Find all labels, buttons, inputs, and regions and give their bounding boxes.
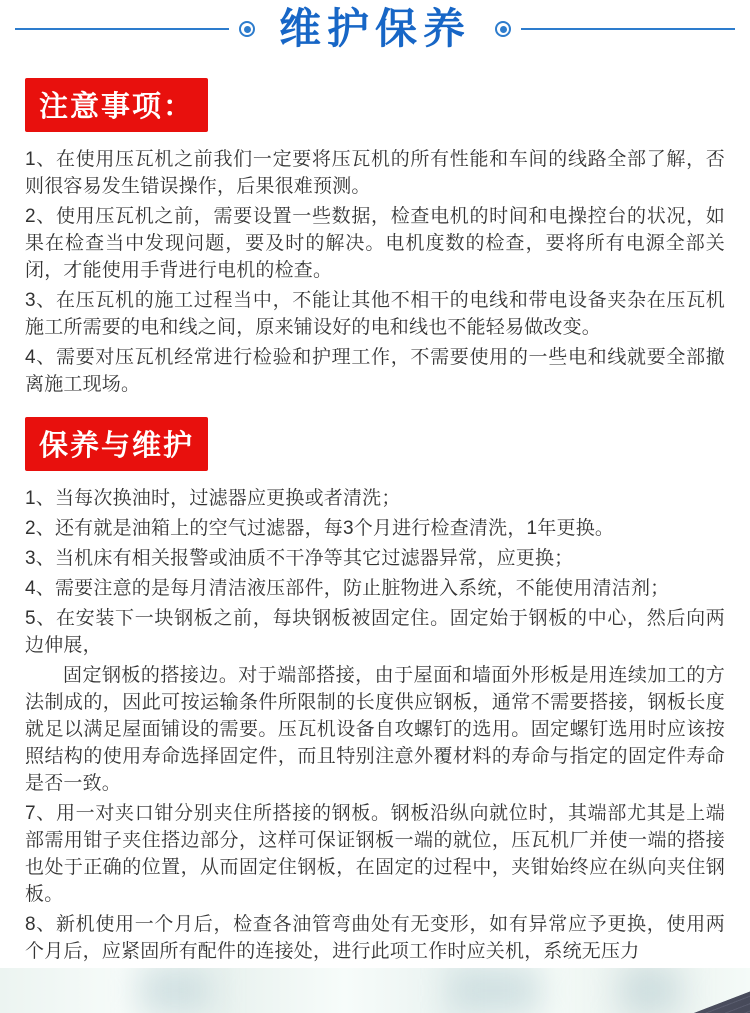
notice-item-3: 3、在压瓦机的施工过程当中，不能让其他不相干的电线和带电设备夹杂在压瓦机施工所需要的电和线之间，原来铺设好的电和线也不能轻易做改变。 [25,290,725,339]
notice-item-4: 4、需要对压瓦机经常进行检验和护理工作，不需要使用的一些电和线就要全部撤离施工现场。 [25,347,725,396]
maintenance-heading-row [0,417,750,471]
ring-dot-left-icon [239,21,255,37]
notice-heading-badge: 注意事项： [25,78,208,132]
notice-list [25,146,725,401]
divider-line-right [521,28,735,30]
divider-line-left [15,28,229,30]
maintenance-item-1: 1、当每次换油时，过滤器应更换或者清洗； [25,488,401,510]
notice-item-2: 2、使用压瓦机之前，需要设置一些数据，检查电机的时间和电操控台的状况，如果在检查当中发现问题，要及时的解决。电机度数的检查，要将所有电源全部关闭，才能使用手背进行电机的检查。 [25,206,725,282]
maintenance-heading-badge: 保养与维护 [25,417,208,471]
maintenance-item-4: 4、需要注意的是每月清洁液压部件，防止脏物进入系统，不能使用清洁剂； [25,578,670,600]
photo-background-window-blur [620,968,680,1013]
maintenance-item-3: 3、当机床有相关报警或油质不干净等其它过滤器异常，应更换； [25,548,574,570]
ring-dot-core [500,26,507,33]
ring-dot-core [244,26,251,33]
notice-heading-row [0,78,750,132]
photo-background-window-blur [450,968,540,1013]
photo-background-window-blur [140,968,210,1013]
ring-dot-right-icon [495,21,511,37]
maintenance-item-8: 8、新机使用一个月后，检查各油管弯曲处有无变形，如有异常应予更换，使用两个月后，应紧固所有配件的连接处，进行此项工作时应关机，系统无压力 [25,914,725,963]
page-title: 维护保养 [279,5,472,52]
maintenance-item-5-continuation: 固定钢板的搭接边。对于端部搭接，由于屋面和墙面外形板是用连续加工的方法制成的，因此可按运输条件所限制的长度供应钢板，通常不需要搭接，钢板长度就足以满足屋面铺设的需要。压瓦机设备自攻螺钉的选用。固定螺钉选用时应该按照结构的使用寿命选择固定件，而且特别注意外覆材料的寿命与指定的固定件寿命是否一致。 [25,665,725,795]
section-header [0,0,750,52]
maintenance-item-5: 5、在安装下一块钢板之前，每块钢板被固定住。固定始于钢板的中心，然后向两边伸展， [25,608,725,657]
maintenance-item-7: 7、用一对夹口钳分别夹住所搭接的钢板。钢板沿纵向就位时，其端部尤其是上端部需用钳子夹住搭边部分，这样可保证钢板一端的就位，压瓦机厂并使一端的搭接也处于正确的位置，从而固定住钢板，在固定的过程中，夹钳始终应在纵向夹住钢板。 [25,803,725,906]
notice-item-1: 1、在使用压瓦机之前我们一定要将压瓦机的所有性能和车间的线路全部了解，否则很容易发生错误操作，后果很难预测。 [25,149,725,198]
maintenance-list [25,485,725,968]
maintenance-item-2: 2、还有就是油箱上的空气过滤器，每3个月进行检查清洗，1年更换。 [25,518,615,540]
handshake-photo [0,968,750,1013]
